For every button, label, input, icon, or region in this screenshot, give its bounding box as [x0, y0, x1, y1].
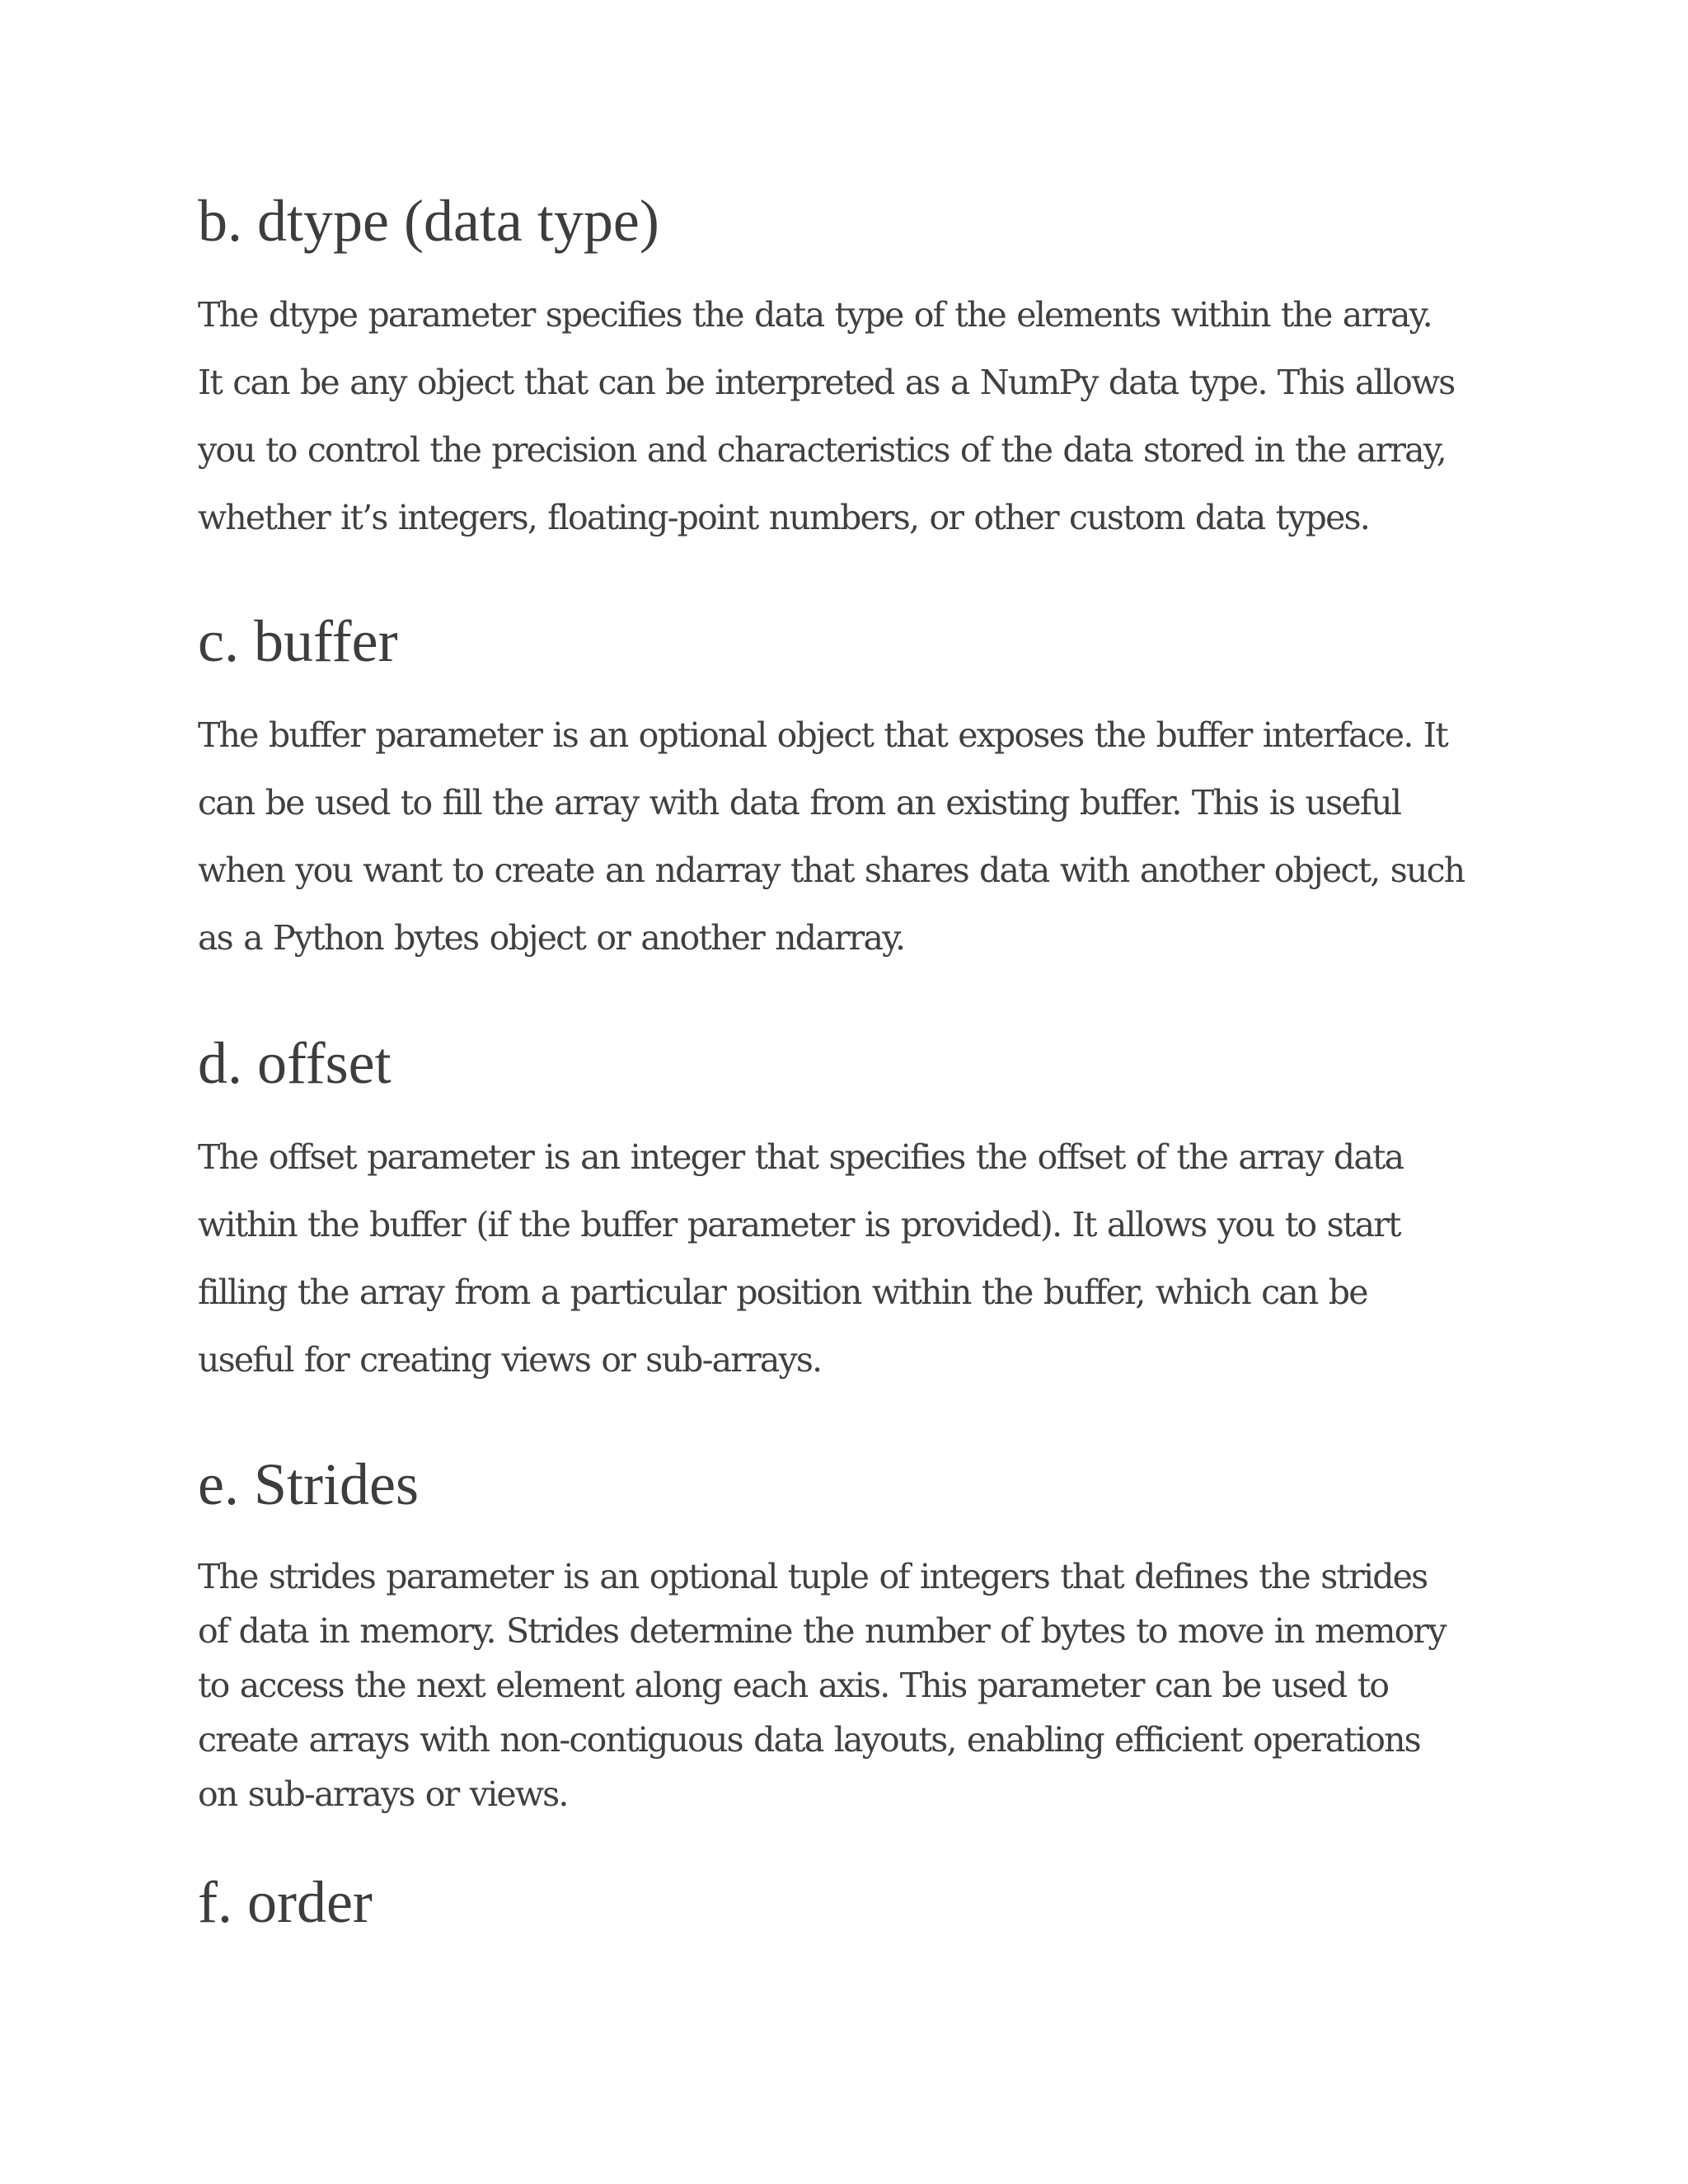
section-dtype [198, 185, 1455, 551]
text-line: The strides parameter is an optional tuple of integers that defines the strides [198, 1557, 1428, 1597]
section-heading-dtype: b. dtype (data type) [198, 188, 659, 254]
text-line: filling the array from a particular position within the buffer, which can be [198, 1272, 1367, 1313]
text-line: The dtype parameter specifies the data type of the elements within the array. [198, 295, 1432, 335]
paragraph-buffer [198, 701, 1464, 972]
section-strides [198, 1449, 1446, 1821]
section-order [198, 1867, 373, 1938]
text-line: within the buffer (if the buffer parameter is provided). It allows you to start [198, 1205, 1400, 1245]
section-heading-buffer: c. buffer [198, 608, 398, 674]
text-line: as a Python bytes object or another ndarray. [198, 918, 905, 958]
text-line: of data in memory. Strides determine the number of bytes to move in memory [198, 1611, 1446, 1652]
text-line: to access the next element along each axis. This parameter can be used to [198, 1666, 1389, 1706]
text-line: when you want to create an ndarray that shares data with another object, such [198, 851, 1465, 891]
text-line: The buffer parameter is an optional object that exposes the buffer interface. It [198, 715, 1447, 756]
paragraph-offset [198, 1123, 1403, 1394]
text-line: It can be any object that can be interpreted as a NumPy data type. This allows [198, 363, 1455, 403]
paragraph-dtype [198, 281, 1455, 551]
section-heading-strides: e. Strides [198, 1451, 419, 1517]
text-line: The offset parameter is an integer that specifies the offset of the array data [198, 1137, 1404, 1178]
section-heading-offset: d. offset [198, 1030, 392, 1096]
section-offset [198, 1028, 1403, 1394]
text-line: useful for creating views or sub-arrays. [198, 1340, 822, 1380]
section-buffer [198, 606, 1464, 972]
text-line: create arrays with non-contiguous data layouts, enabling efficient operations [198, 1720, 1420, 1760]
paragraph-strides [198, 1549, 1446, 1821]
text-line: can be used to fill the array with data from an existing buffer. This is useful [198, 783, 1401, 823]
section-heading-order: f. order [198, 1869, 373, 1935]
text-line: whether it’s integers, floating-point numbers, or other custom data types. [198, 498, 1369, 538]
text-line: on sub-arrays or views. [198, 1774, 568, 1815]
text-line: you to control the precision and characteristics of the data stored in the array, [198, 430, 1446, 471]
